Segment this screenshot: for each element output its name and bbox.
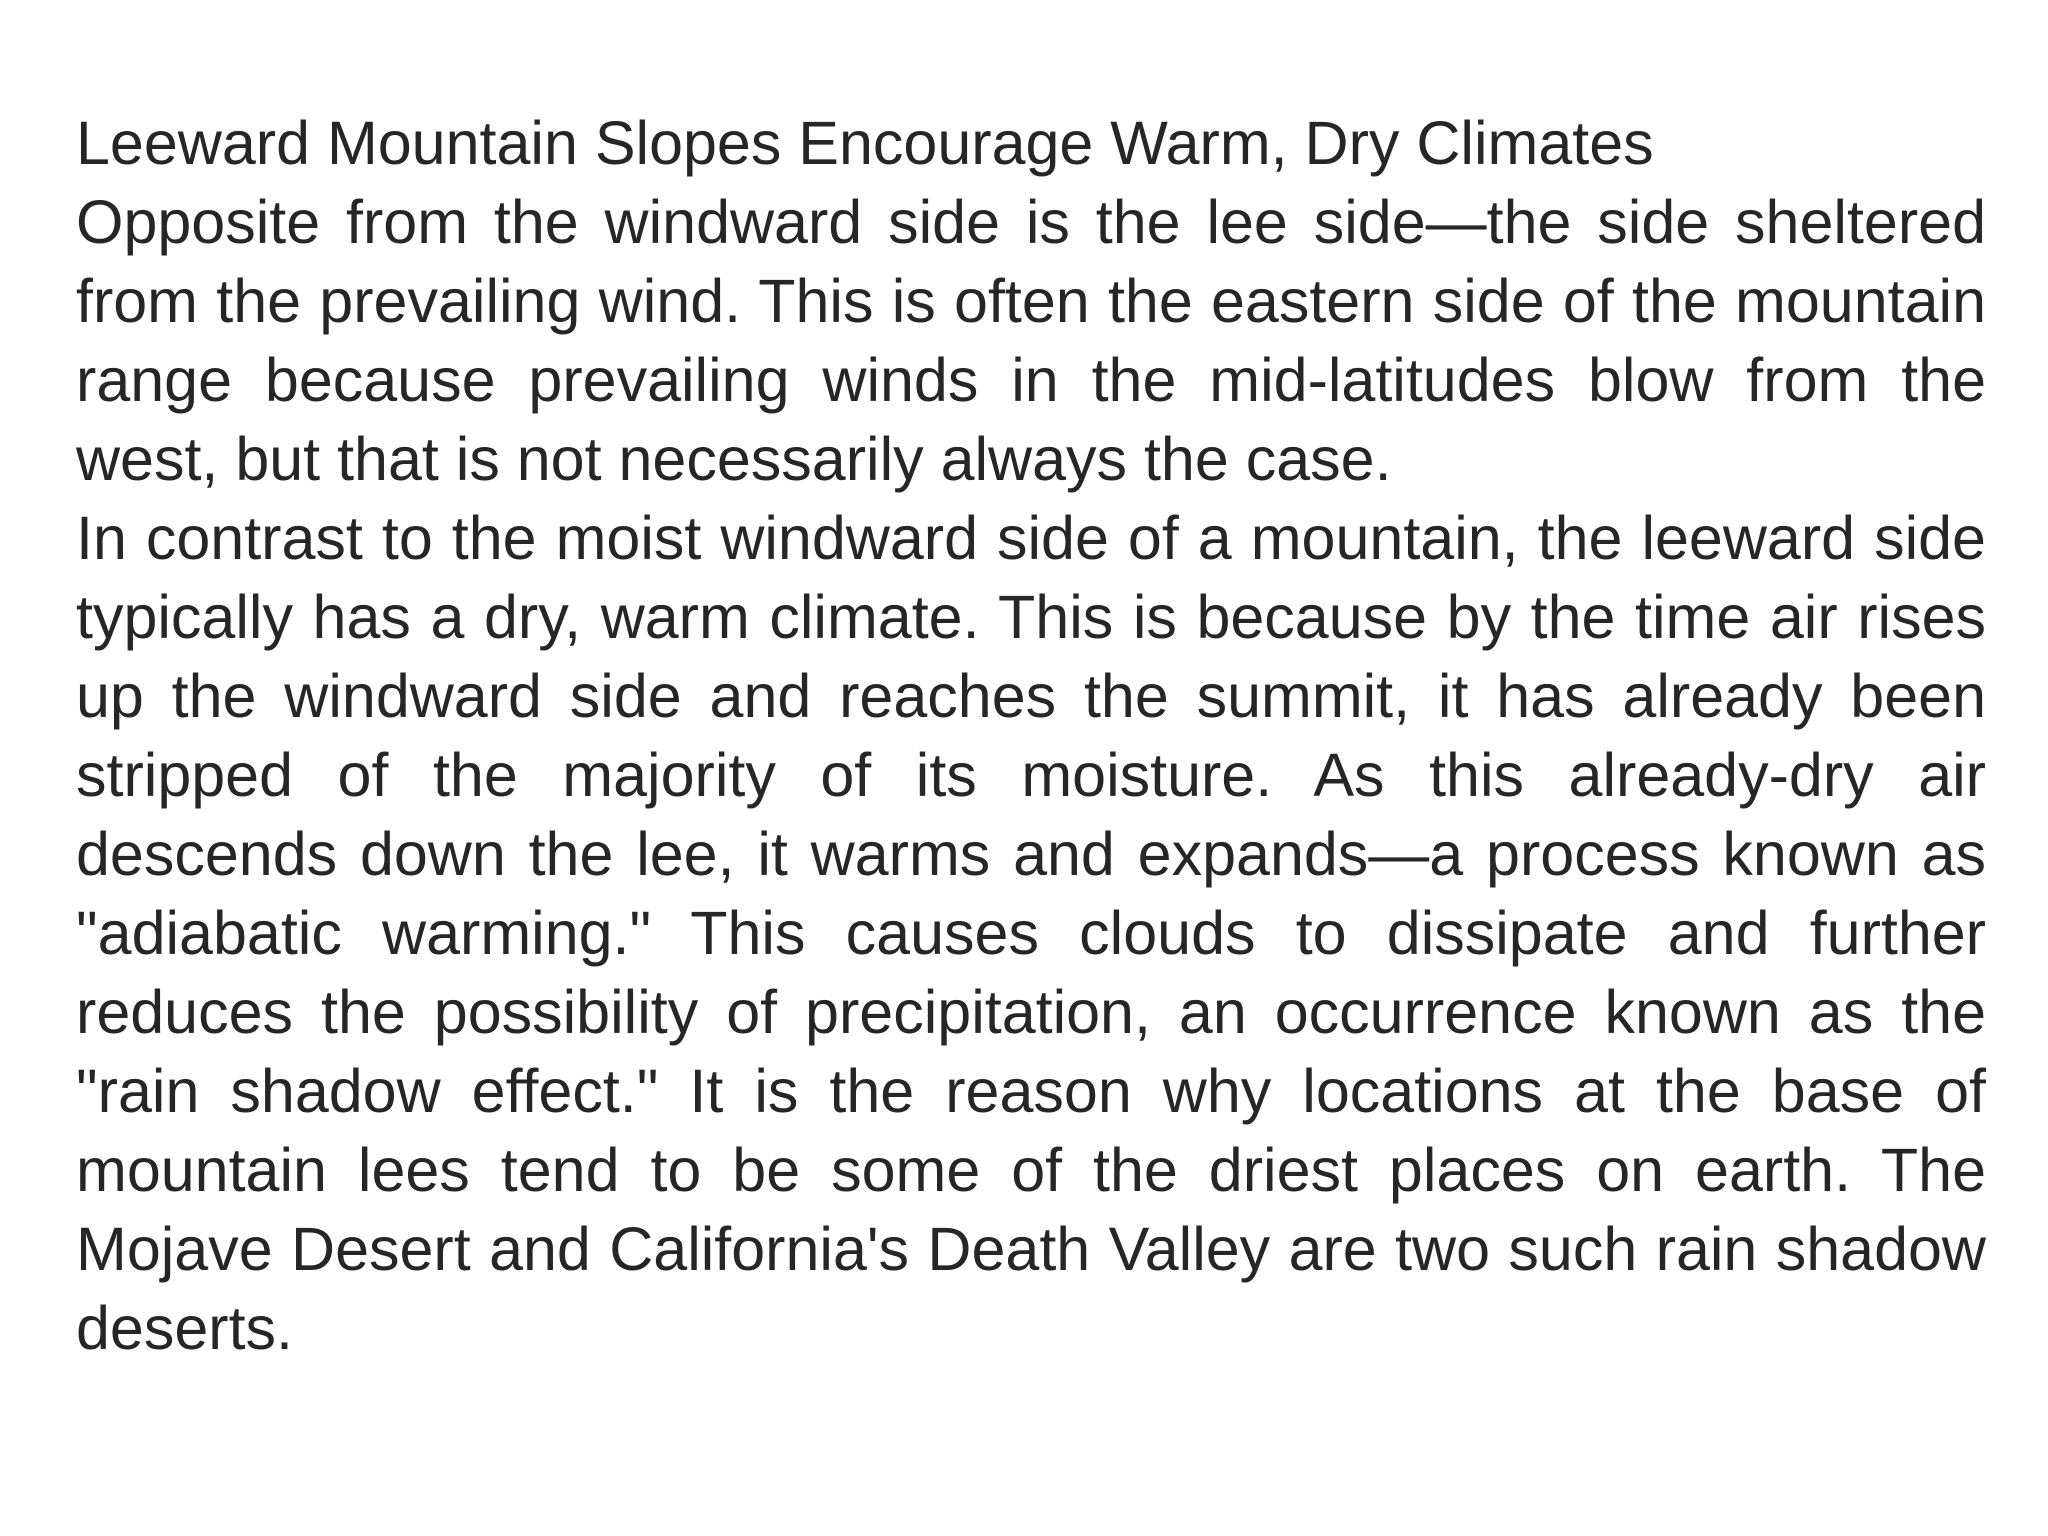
paragraph-rain-shadow: In contrast to the moist windward side of a mountain, the leeward side typically has a dry, warm climate. This is because by the time air rises up the windward side and reaches the summit, it has already been stripped of the majority of its moisture. As this already-dry air descends down the lee, it warms and expands—a process known as "adiabatic warming." This causes clouds to dissipate and further reduces the possibility of precipitation, an occurrence known as the "rain shadow effect." It is the reason why locations at the base of mountain lees tend to be some of the driest places on earth. The Mojave Desert and California's Death Valley are two such rain shadow deserts. (76, 504, 1986, 1362)
paragraph-lee-side: Opposite from the windward side is the lee side—the side sheltered from the prevailing wind. This is often the eastern side of the mountain range because prevailing winds in the mid-latitudes blow from the west, but that is not necessarily always the case. (76, 188, 1986, 493)
document-body (76, 104, 1986, 1368)
document-title: Leeward Mountain Slopes Encourage Warm, Dry Climates (76, 109, 1654, 177)
